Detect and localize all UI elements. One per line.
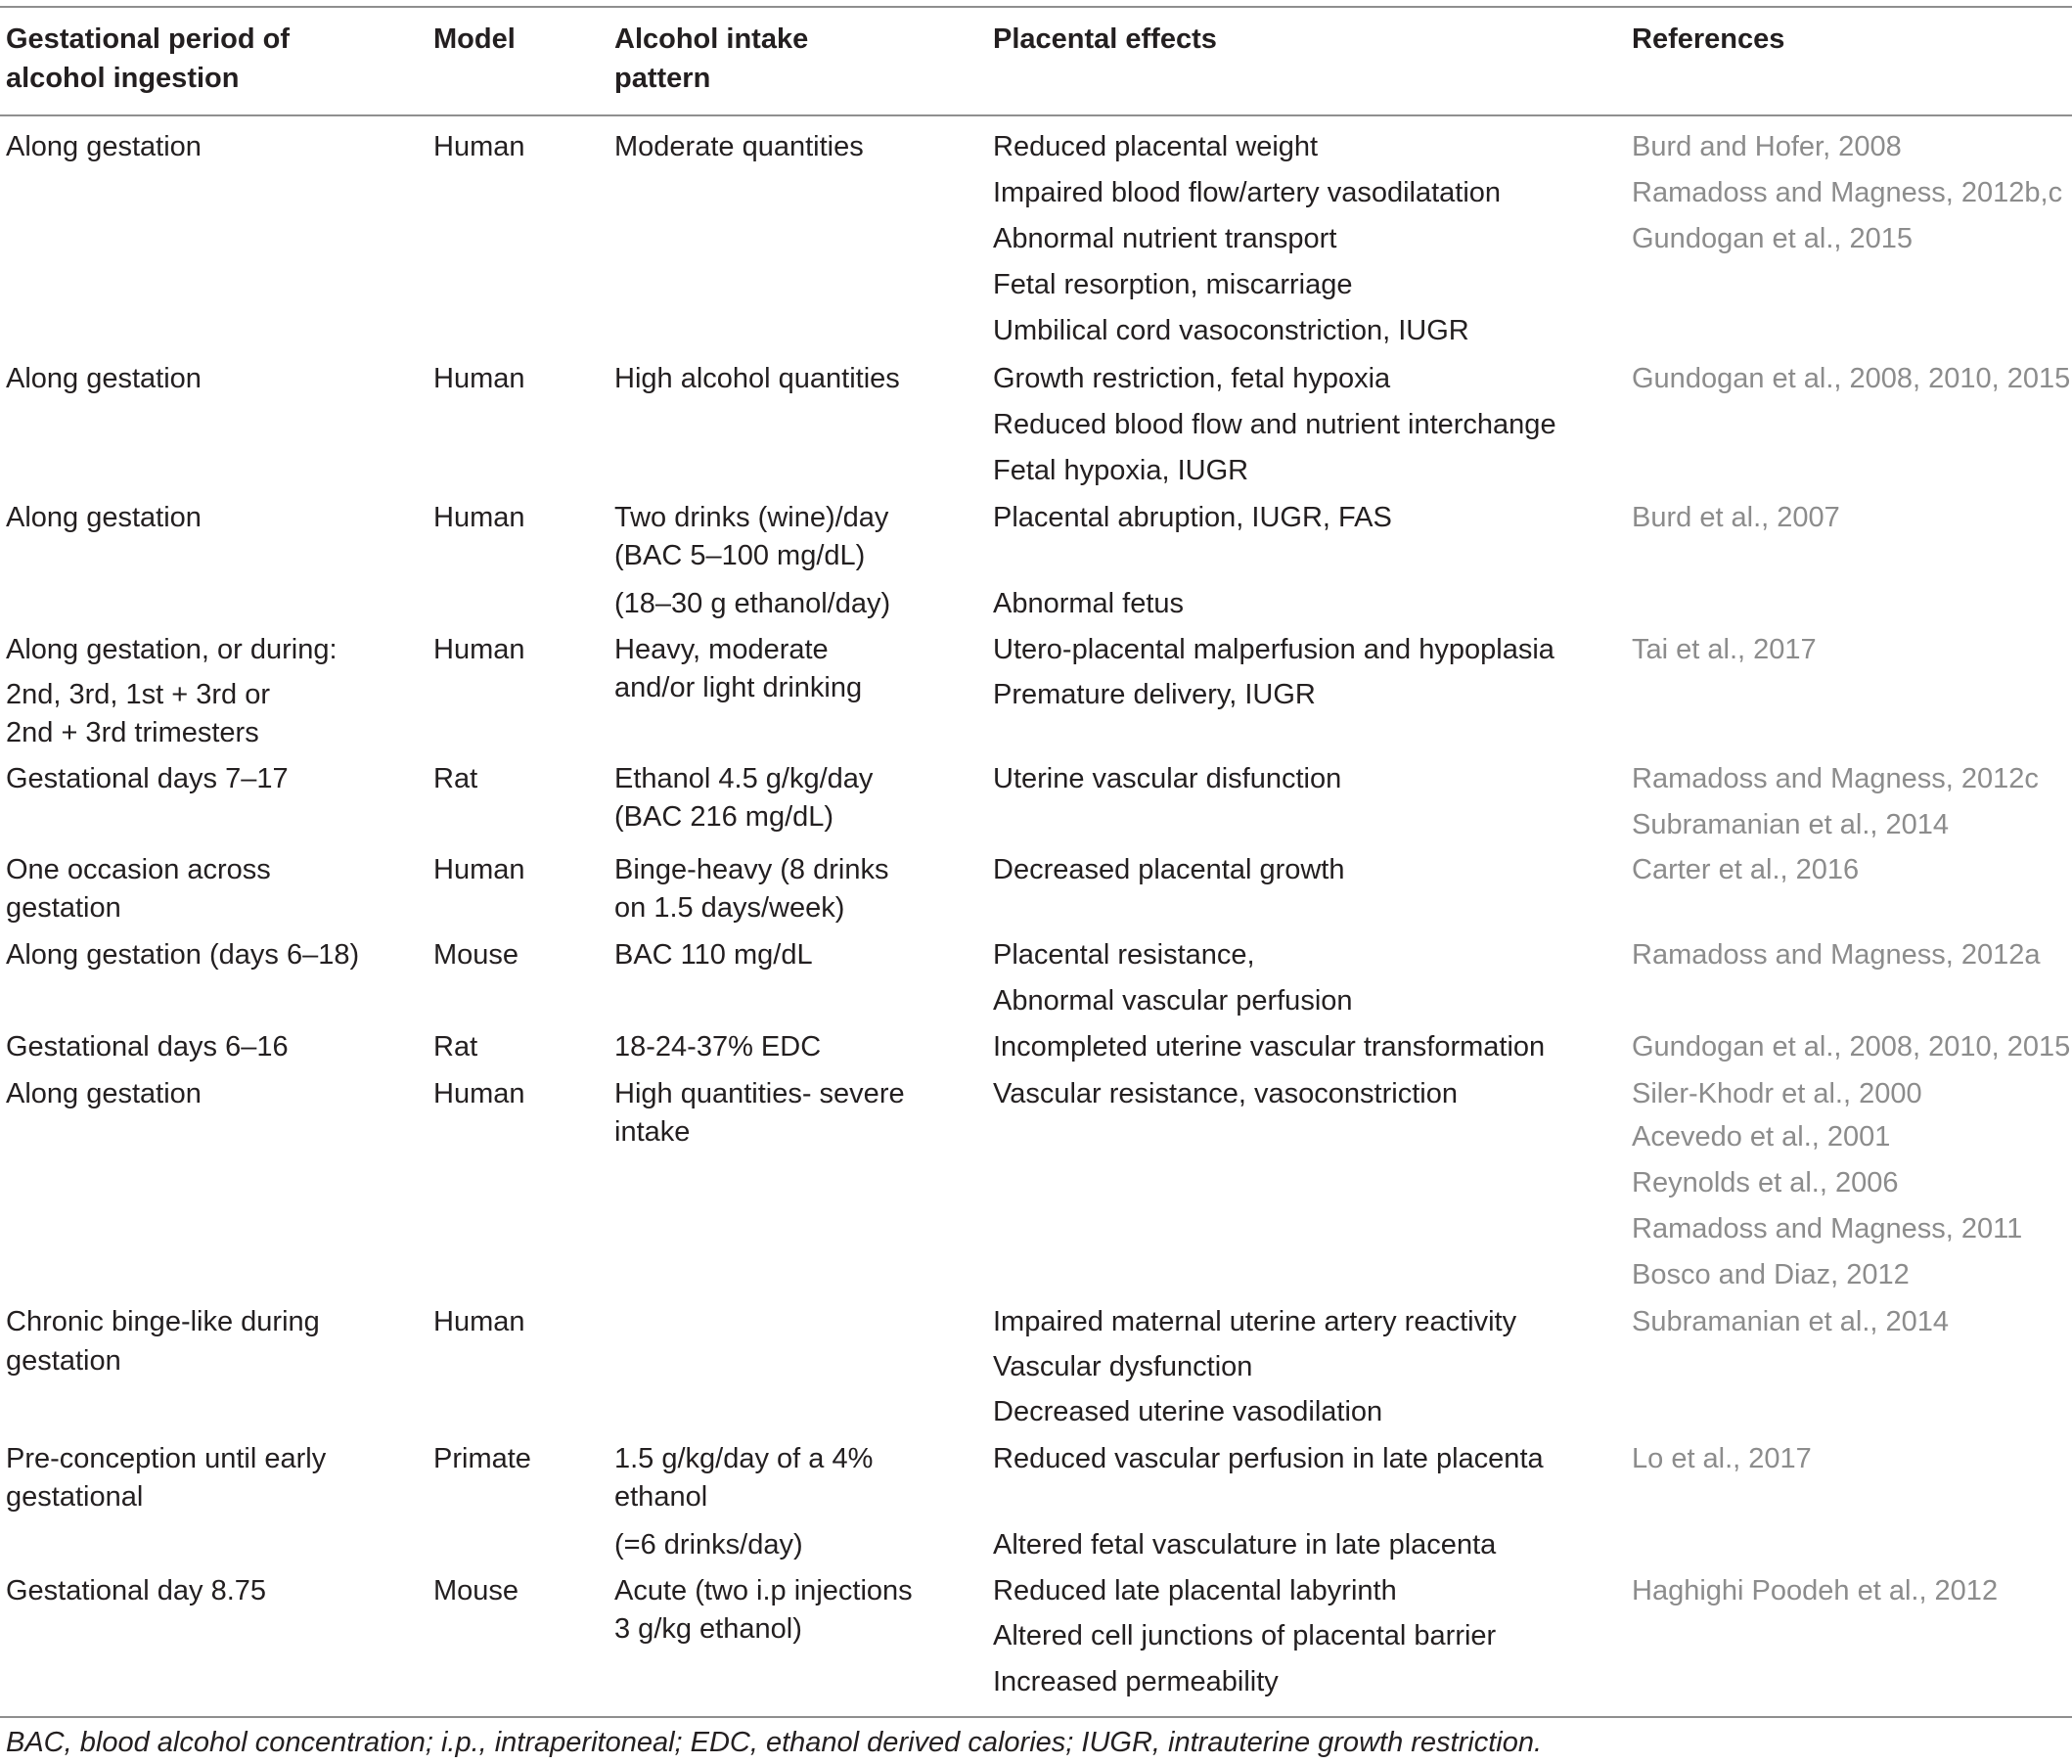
cell-effect: Reduced blood flow and nutrient interchange bbox=[993, 409, 1556, 440]
cell-intake: 1.5 g/kg/day of a 4% bbox=[614, 1443, 874, 1474]
cell-intake: Ethanol 4.5 g/kg/day bbox=[614, 763, 874, 794]
cell-intake: BAC 110 mg/dL bbox=[614, 939, 813, 971]
header-period bbox=[6, 20, 290, 98]
cell-reference: Siler-Khodr et al., 2000 bbox=[1632, 1078, 1922, 1109]
cell-intake: High quantities- severe bbox=[614, 1078, 905, 1109]
cell-intake: on 1.5 days/week) bbox=[614, 892, 845, 924]
header-model bbox=[433, 20, 516, 59]
cell-intake: 3 g/kg ethanol) bbox=[614, 1613, 802, 1645]
cell-reference: Ramadoss and Magness, 2012c bbox=[1632, 763, 2039, 794]
cell-effect: Uterine vascular disfunction bbox=[993, 763, 1342, 794]
cell-model: Human bbox=[433, 363, 525, 394]
cell-effect: Vascular resistance, vasoconstriction bbox=[993, 1078, 1458, 1109]
cell-intake: (BAC 216 mg/dL) bbox=[614, 801, 834, 833]
cell-effect: Impaired blood flow/artery vasodilatation bbox=[993, 177, 1502, 208]
cell-effect: Placental abruption, IUGR, FAS bbox=[993, 502, 1392, 533]
cell-effect: Impaired maternal uterine artery reactivity bbox=[993, 1306, 1517, 1337]
header-effects bbox=[993, 20, 1217, 59]
cell-intake: Heavy, moderate bbox=[614, 634, 829, 665]
cell-effect: Reduced vascular perfusion in late placenta bbox=[993, 1443, 1544, 1474]
cell-intake: intake bbox=[614, 1116, 691, 1148]
cell-model: Human bbox=[433, 1078, 525, 1109]
cell-intake: Acute (two i.p injections bbox=[614, 1575, 913, 1606]
cell-reference: Gundogan et al., 2015 bbox=[1632, 223, 1914, 254]
header-references bbox=[1632, 20, 1784, 59]
cell-period: Chronic binge-like during bbox=[6, 1306, 320, 1337]
cell-period: Gestational days 7–17 bbox=[6, 763, 289, 794]
cell-reference: Subramanian et al., 2014 bbox=[1632, 809, 1950, 840]
cell-model: Human bbox=[433, 854, 525, 885]
cell-reference: Gundogan et al., 2008, 2010, 2015 bbox=[1632, 1031, 2071, 1063]
cell-effect: Fetal resorption, miscarriage bbox=[993, 269, 1353, 300]
cell-period: Along gestation bbox=[6, 363, 202, 394]
cell-effect: Placental resistance, bbox=[993, 939, 1255, 971]
cell-reference: Burd et al., 2007 bbox=[1632, 502, 1840, 533]
cell-model: Primate bbox=[433, 1443, 531, 1474]
cell-period: gestational bbox=[6, 1481, 144, 1513]
cell-period: gestation bbox=[6, 1345, 121, 1377]
cell-intake: (18–30 g ethanol/day) bbox=[614, 588, 891, 619]
cell-reference: Subramanian et al., 2014 bbox=[1632, 1306, 1950, 1337]
cell-effect: Increased permeability bbox=[993, 1666, 1279, 1697]
cell-effect: Abnormal vascular perfusion bbox=[993, 985, 1353, 1017]
cell-intake: 18-24-37% EDC bbox=[614, 1031, 822, 1063]
cell-effect: Decreased uterine vasodilation bbox=[993, 1396, 1383, 1427]
cell-reference: Bosco and Diaz, 2012 bbox=[1632, 1259, 1910, 1290]
cell-reference: Gundogan et al., 2008, 2010, 2015 bbox=[1632, 363, 2071, 394]
table-bottom-rule bbox=[0, 1716, 2072, 1718]
cell-period: Along gestation, or during: bbox=[6, 634, 338, 665]
cell-model: Human bbox=[433, 1306, 525, 1337]
table-footnote: BAC, blood alcohol concentration; i.p., intraperitoneal; EDC, ethanol derived calories; IUGR, intrauterine growth restriction. bbox=[6, 1727, 1543, 1758]
cell-period: gestation bbox=[6, 892, 121, 924]
cell-period: Along gestation bbox=[6, 502, 202, 533]
cell-effect: Premature delivery, IUGR bbox=[993, 679, 1316, 710]
cell-effect: Reduced placental weight bbox=[993, 131, 1319, 162]
cell-reference: Haghighi Poodeh et al., 2012 bbox=[1632, 1575, 1999, 1606]
header-period-line-2: alcohol ingestion bbox=[6, 63, 240, 94]
cell-model: Human bbox=[433, 502, 525, 533]
cell-intake: Binge-heavy (8 drinks bbox=[614, 854, 889, 885]
cell-intake: Two drinks (wine)/day bbox=[614, 502, 889, 533]
cell-intake: ethanol bbox=[614, 1481, 708, 1513]
cell-effect: Fetal hypoxia, IUGR bbox=[993, 455, 1249, 486]
cell-intake: (=6 drinks/day) bbox=[614, 1529, 803, 1560]
cell-effect: Umbilical cord vasoconstriction, IUGR bbox=[993, 315, 1469, 346]
cell-intake: Moderate quantities bbox=[614, 131, 864, 162]
cell-reference: Ramadoss and Magness, 2012a bbox=[1632, 939, 2041, 971]
cell-effect: Altered fetal vasculature in late placenta bbox=[993, 1529, 1497, 1560]
cell-period: 2nd + 3rd trimesters bbox=[6, 717, 259, 748]
cell-effect: Decreased placental growth bbox=[993, 854, 1345, 885]
cell-reference: Ramadoss and Magness, 2011 bbox=[1632, 1213, 2023, 1244]
cell-reference: Carter et al., 2016 bbox=[1632, 854, 1860, 885]
cell-model: Human bbox=[433, 634, 525, 665]
table-top-rule bbox=[0, 6, 2072, 8]
cell-effect: Incompleted uterine vascular transformation bbox=[993, 1031, 1546, 1063]
cell-reference: Lo et al., 2017 bbox=[1632, 1443, 1812, 1474]
cell-intake: and/or light drinking bbox=[614, 672, 863, 703]
cell-period: Along gestation (days 6–18) bbox=[6, 939, 360, 971]
cell-period: Along gestation bbox=[6, 131, 202, 162]
header-period-line-1: Gestational period of bbox=[6, 23, 291, 55]
cell-effect: Utero-placental malperfusion and hypoplasia bbox=[993, 634, 1554, 665]
cell-period: One occasion across bbox=[6, 854, 271, 885]
cell-model: Rat bbox=[433, 1031, 478, 1063]
cell-effect: Altered cell junctions of placental barrier bbox=[993, 1620, 1497, 1651]
cell-reference: Ramadoss and Magness, 2012b,c bbox=[1632, 177, 2063, 208]
cell-intake: (BAC 5–100 mg/dL) bbox=[614, 540, 866, 571]
cell-reference: Acevedo et al., 2001 bbox=[1632, 1121, 1891, 1153]
cell-model: Rat bbox=[433, 763, 478, 794]
cell-period: 2nd, 3rd, 1st + 3rd or bbox=[6, 679, 271, 710]
cell-reference: Tai et al., 2017 bbox=[1632, 634, 1817, 665]
header-intake-line-2: pattern bbox=[614, 63, 711, 94]
cell-model: Mouse bbox=[433, 1575, 519, 1606]
header-references-line-1: References bbox=[1632, 23, 1785, 55]
cell-reference: Reynolds et al., 2006 bbox=[1632, 1167, 1899, 1199]
cell-period: Pre-conception until early bbox=[6, 1443, 327, 1474]
cell-effect: Abnormal nutrient transport bbox=[993, 223, 1337, 254]
cell-period: Along gestation bbox=[6, 1078, 202, 1109]
cell-intake: High alcohol quantities bbox=[614, 363, 900, 394]
cell-effect: Vascular dysfunction bbox=[993, 1351, 1253, 1382]
header-model-line-1: Model bbox=[433, 23, 516, 55]
cell-effect: Abnormal fetus bbox=[993, 588, 1185, 619]
cell-effect: Reduced late placental labyrinth bbox=[993, 1575, 1397, 1606]
cell-reference: Burd and Hofer, 2008 bbox=[1632, 131, 1902, 162]
cell-model: Human bbox=[433, 131, 525, 162]
header-intake bbox=[614, 20, 808, 98]
header-intake-line-1: Alcohol intake bbox=[614, 23, 809, 55]
header-bottom-rule bbox=[0, 114, 2072, 116]
header-effects-line-1: Placental effects bbox=[993, 23, 1217, 55]
cell-period: Gestational days 6–16 bbox=[6, 1031, 289, 1063]
cell-model: Mouse bbox=[433, 939, 519, 971]
cell-period: Gestational day 8.75 bbox=[6, 1575, 267, 1606]
cell-effect: Growth restriction, fetal hypoxia bbox=[993, 363, 1391, 394]
